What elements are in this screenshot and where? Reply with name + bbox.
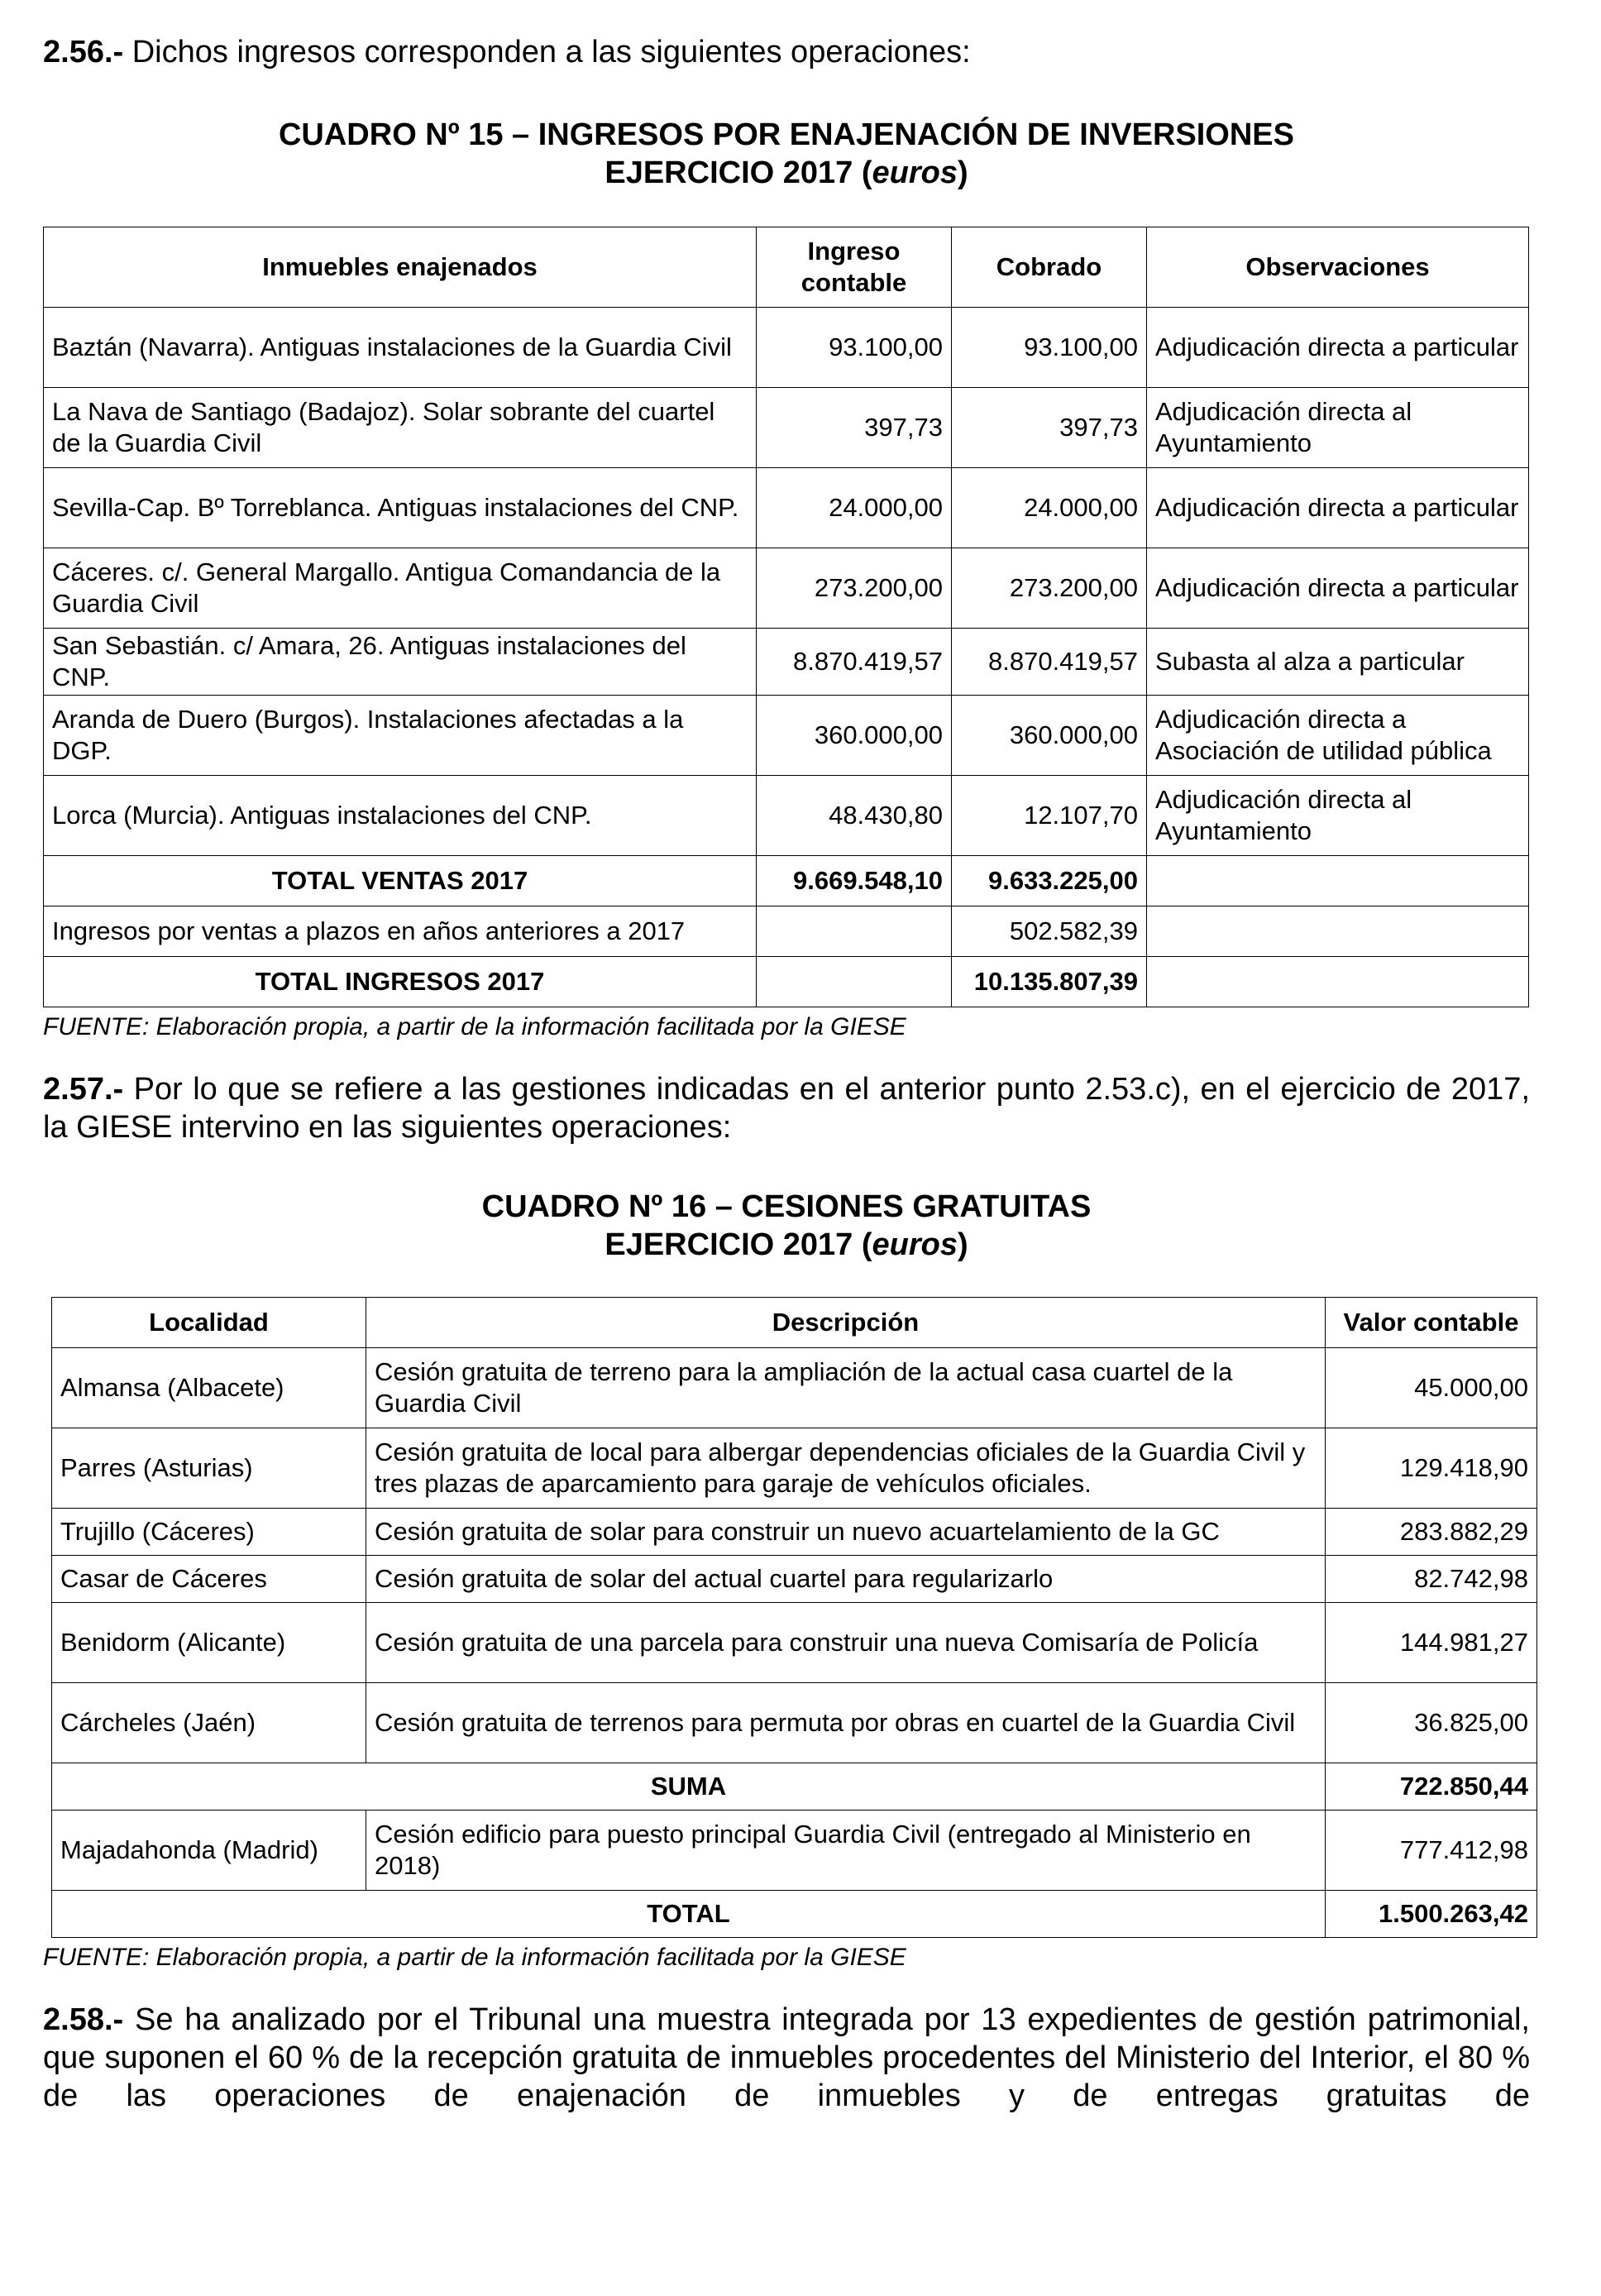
empty-cell <box>1147 957 1529 1007</box>
descripcion-cell: Cesión gratuita de una parcela para construir una nueva Comisaría de Policía <box>366 1603 1326 1683</box>
localidad-cell: Benidorm (Alicante) <box>52 1603 366 1683</box>
header-observaciones: Observaciones <box>1147 227 1529 308</box>
descripcion-cell: Cesión gratuita de solar para construir un nuevo acuartelamiento de la GC <box>366 1509 1326 1556</box>
plazos-cobrado: 502.582,39 <box>952 906 1147 957</box>
table-row <box>44 468 1529 548</box>
table-row <box>52 1428 1537 1509</box>
inmueble-cell: Cáceres. c/. General Margallo. Antigua Comandancia de la Guardia Civil <box>44 548 757 629</box>
table-row <box>44 388 1529 468</box>
header-cobrado: Cobrado <box>952 227 1147 308</box>
total-ingresos-row <box>44 957 1529 1007</box>
suma-row <box>52 1763 1537 1810</box>
cuadro-15-table <box>43 227 1529 1007</box>
cuadro-15-title <box>43 116 1530 154</box>
table-row <box>52 1556 1537 1603</box>
inmueble-cell: La Nava de Santiago (Badajoz). Solar sobrante del cuartel de la Guardia Civil <box>44 388 757 468</box>
descripcion-cell: Cesión gratuita de terreno para la ampliación de la actual casa cuartel de la Guardia Civil <box>366 1348 1326 1428</box>
localidad-cell: Trujillo (Cáceres) <box>52 1509 366 1556</box>
table-row <box>52 1509 1537 1556</box>
total-ventas-ingreso: 9.669.548,10 <box>757 856 952 906</box>
table-row <box>44 629 1529 696</box>
total-ventas-label: TOTAL VENTAS 2017 <box>44 856 757 906</box>
paragraph-number: 2.56.- <box>43 35 124 69</box>
table-row <box>44 548 1529 629</box>
subtitle-post: ) <box>957 1227 968 1262</box>
majadahonda-row <box>52 1810 1537 1891</box>
descripcion-cell: Cesión gratuita de local para albergar dependencias oficiales de la Guardia Civil y tres plazas de aparcamiento para garaje de vehículos oficiales. <box>366 1428 1326 1509</box>
valor-cell: 283.882,29 <box>1326 1509 1537 1556</box>
observaciones-cell: Adjudicación directa al Ayuntamiento <box>1147 388 1529 468</box>
total-ventas-row <box>44 856 1529 906</box>
table-row <box>44 696 1529 776</box>
total-ingresos-cobrado: 10.135.807,39 <box>952 957 1147 1007</box>
cuadro-15-body <box>44 308 1529 856</box>
table-header-row <box>52 1298 1537 1348</box>
descripcion-cell: Cesión edificio para puesto principal Guardia Civil (entregado al Ministerio en 2018) <box>366 1810 1326 1891</box>
valor-cell: 777.412,98 <box>1326 1810 1537 1891</box>
cuadro-16-subtitle <box>43 1226 1530 1264</box>
valor-cell: 36.825,00 <box>1326 1683 1537 1763</box>
ingreso-cell: 48.430,80 <box>757 776 952 856</box>
ingreso-cell: 397,73 <box>757 388 952 468</box>
cobrado-cell: 360.000,00 <box>952 696 1147 776</box>
empty-cell <box>757 957 952 1007</box>
inmueble-cell: San Sebastián. c/ Amara, 26. Antiguas instalaciones del CNP. <box>44 629 757 696</box>
document-page <box>43 33 1530 2115</box>
total-ventas-cobrado: 9.633.225,00 <box>952 856 1147 906</box>
total-row <box>52 1891 1537 1938</box>
cobrado-cell: 273.200,00 <box>952 548 1147 629</box>
ingreso-cell: 8.870.419,57 <box>757 629 952 696</box>
valor-cell: 82.742,98 <box>1326 1556 1537 1603</box>
ingreso-cell: 93.100,00 <box>757 308 952 388</box>
suma-valor: 722.850,44 <box>1326 1763 1537 1810</box>
observaciones-cell: Adjudicación directa a particular <box>1147 468 1529 548</box>
observaciones-cell: Adjudicación directa al Ayuntamiento <box>1147 776 1529 856</box>
paragraph-2-58 <box>43 2001 1530 2115</box>
cobrado-cell: 24.000,00 <box>952 468 1147 548</box>
ingreso-cell: 360.000,00 <box>757 696 952 776</box>
inmueble-cell: Aranda de Duero (Burgos). Instalaciones afectadas a la DGP. <box>44 696 757 776</box>
subtitle-unit: euros <box>872 155 958 190</box>
total-label: TOTAL <box>52 1891 1326 1938</box>
table-row <box>52 1348 1537 1428</box>
inmueble-cell: Baztán (Navarra). Antiguas instalaciones de la Guardia Civil <box>44 308 757 388</box>
paragraph-number: 2.57.- <box>43 1072 124 1107</box>
observaciones-cell: Subasta al alza a particular <box>1147 629 1529 696</box>
localidad-cell: Majadahonda (Madrid) <box>52 1810 366 1891</box>
cobrado-cell: 93.100,00 <box>952 308 1147 388</box>
localidad-cell: Parres (Asturias) <box>52 1428 366 1509</box>
ingreso-cell: 24.000,00 <box>757 468 952 548</box>
header-descripcion: Descripción <box>366 1298 1326 1348</box>
cuadro-15-subtitle <box>43 154 1530 192</box>
total-valor: 1.500.263,42 <box>1326 1891 1537 1938</box>
ingreso-cell: 273.200,00 <box>757 548 952 629</box>
descripcion-cell: Cesión gratuita de terrenos para permuta por obras en cuartel de la Guardia Civil <box>366 1683 1326 1763</box>
subtitle-pre: EJERCICIO 2017 ( <box>605 1227 872 1262</box>
suma-label: SUMA <box>52 1763 1326 1810</box>
localidad-cell: Almansa (Albacete) <box>52 1348 366 1428</box>
inmueble-cell: Sevilla-Cap. Bº Torreblanca. Antiguas instalaciones del CNP. <box>44 468 757 548</box>
cobrado-cell: 397,73 <box>952 388 1147 468</box>
observaciones-cell: Adjudicación directa a particular <box>1147 308 1529 388</box>
header-ingreso: Ingreso contable <box>757 227 952 308</box>
paragraph-2-56 <box>43 33 1530 71</box>
valor-cell: 45.000,00 <box>1326 1348 1537 1428</box>
localidad-cell: Casar de Cáceres <box>52 1556 366 1603</box>
valor-cell: 144.981,27 <box>1326 1603 1537 1683</box>
cuadro-15-source: FUENTE: Elaboración propia, a partir de la información facilitada por la GIESE <box>43 1013 906 1040</box>
cuadro-16-title-line1: CUADRO Nº 16 – CESIONES GRATUITAS <box>481 1189 1092 1224</box>
table-row <box>52 1683 1537 1763</box>
cuadro-15-title-line1: CUADRO Nº 15 – INGRESOS POR ENAJENACIÓN DE INVERSIONES <box>278 117 1294 152</box>
observaciones-cell: Adjudicación directa a particular <box>1147 548 1529 629</box>
subtitle-unit: euros <box>872 1227 958 1262</box>
descripcion-cell: Cesión gratuita de solar del actual cuartel para regularizarlo <box>366 1556 1326 1603</box>
plazos-label: Ingresos por ventas a plazos en años anteriores a 2017 <box>44 906 757 957</box>
table-row <box>52 1603 1537 1683</box>
total-ingresos-label: TOTAL INGRESOS 2017 <box>44 957 757 1007</box>
empty-cell <box>757 906 952 957</box>
table-header-row <box>44 227 1529 308</box>
cuadro-16-title <box>43 1188 1530 1226</box>
cobrado-cell: 8.870.419,57 <box>952 629 1147 696</box>
plazos-row <box>44 906 1529 957</box>
paragraph-text: Por lo que se refiere a las gestiones indicadas en el anterior punto 2.53.c), en el ejercicio de 2017, la GIESE intervino en las siguientes operaciones: <box>43 1072 1530 1145</box>
inmueble-cell: Lorca (Murcia). Antiguas instalaciones del CNP. <box>44 776 757 856</box>
empty-cell <box>1147 856 1529 906</box>
observaciones-cell: Adjudicación directa a Asociación de utilidad pública <box>1147 696 1529 776</box>
cuadro-16-body <box>52 1348 1537 1763</box>
header-localidad: Localidad <box>52 1298 366 1348</box>
paragraph-text: Dichos ingresos corresponden a las siguientes operaciones: <box>123 35 971 69</box>
header-inmuebles: Inmuebles enajenados <box>44 227 757 308</box>
paragraph-number: 2.58.- <box>43 2002 124 2037</box>
cobrado-cell: 12.107,70 <box>952 776 1147 856</box>
table-row <box>44 776 1529 856</box>
paragraph-text: Se ha analizado por el Tribunal una muestra integrada por 13 expedientes de gestión patrimonial, que suponen el 60 % de la recepción gratuita de inmuebles procedentes del Ministerio del Interior, el 80 % de las operaciones de enajenación de inmuebles y de entregas gratuitas de <box>43 2002 1530 2113</box>
cuadro-16-table <box>51 1297 1537 1938</box>
localidad-cell: Cárcheles (Jaén) <box>52 1683 366 1763</box>
cuadro-16-source: FUENTE: Elaboración propia, a partir de la información facilitada por la GIESE <box>43 1944 906 1971</box>
table-row <box>44 308 1529 388</box>
subtitle-post: ) <box>957 155 968 190</box>
empty-cell <box>1147 906 1529 957</box>
paragraph-2-57 <box>43 1070 1530 1146</box>
header-valor: Valor contable <box>1326 1298 1537 1348</box>
subtitle-pre: EJERCICIO 2017 ( <box>605 155 872 190</box>
valor-cell: 129.418,90 <box>1326 1428 1537 1509</box>
